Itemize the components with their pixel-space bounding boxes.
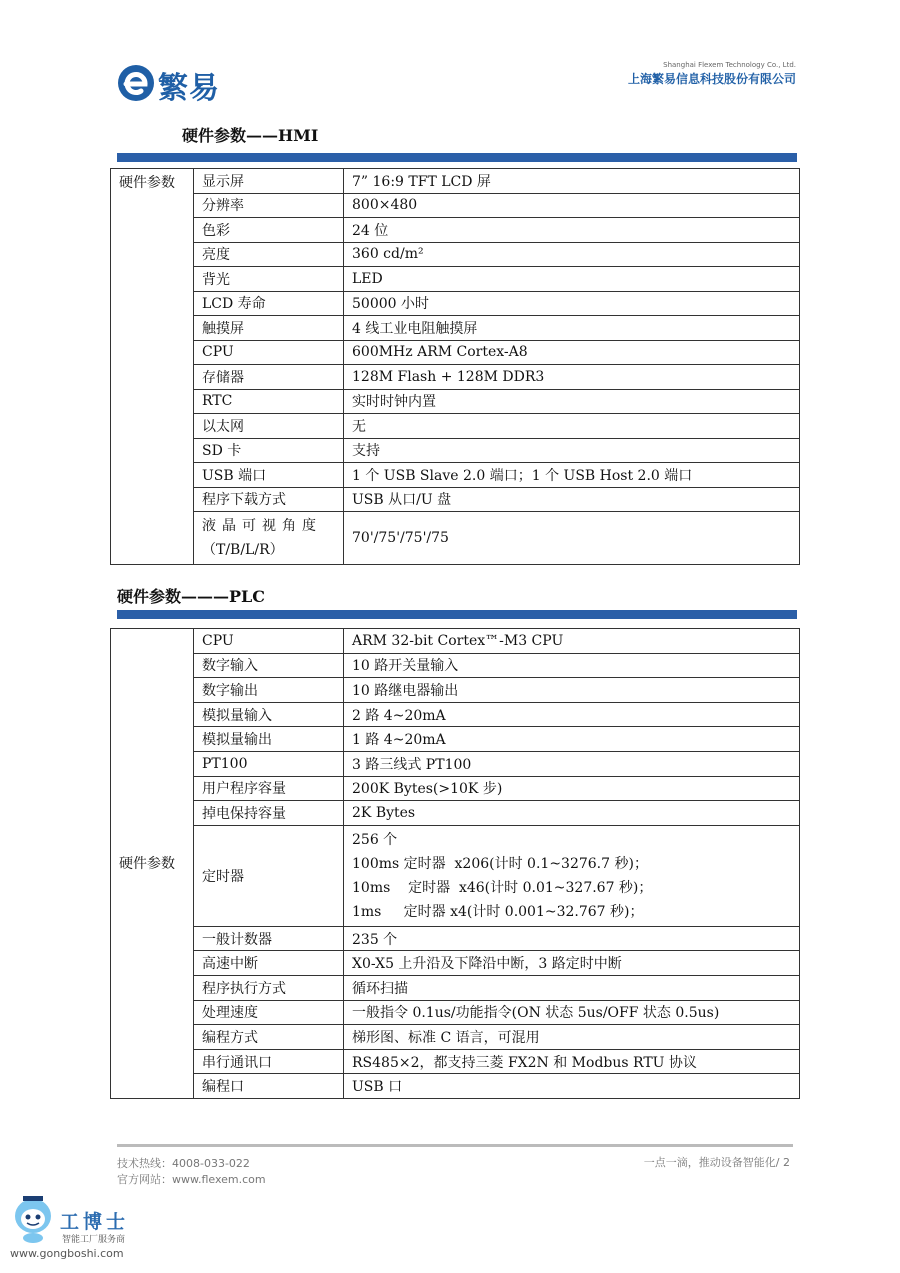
gongboshi-url: www.gongboshi.com <box>10 1247 124 1260</box>
table-row <box>111 1049 800 1074</box>
param-value: 2K Bytes <box>344 801 800 826</box>
param-name: 数字输入 <box>194 653 344 678</box>
table-row <box>111 951 800 976</box>
param-value: 200K Bytes(>10K 步) <box>344 776 800 801</box>
param-value: 235 个 <box>344 926 800 951</box>
param-name-line: 液晶可视角度 <box>202 518 322 534</box>
param-value: 实时时钟内置 <box>344 389 800 414</box>
table-row <box>111 653 800 678</box>
footer-website: 官方网站：www.flexem.com <box>117 1173 266 1186</box>
param-value: 1 个 USB Slave 2.0 端口；1 个 USB Host 2.0 端口 <box>344 463 800 488</box>
plc-spec-table <box>110 628 800 1099</box>
param-name: 用户程序容量 <box>194 776 344 801</box>
table-row <box>111 825 800 926</box>
table-row <box>111 629 800 654</box>
param-value: LED <box>344 267 800 292</box>
logo-text: 繁易 <box>158 71 220 106</box>
group-label: 硬件参数 <box>111 169 194 565</box>
timer-line: 10ms 定时器 x46(计时 0.01~327.67 秒)； <box>352 879 653 896</box>
param-name: 以太网 <box>194 414 344 439</box>
param-name: 一般计数器 <box>194 926 344 951</box>
table-row <box>111 751 800 776</box>
table-row <box>111 776 800 801</box>
hmi-section-title: 硬件参数——HMI <box>182 126 319 145</box>
hmi-section-divider <box>117 153 797 162</box>
table-row <box>111 463 800 488</box>
plc-section-divider <box>117 610 797 619</box>
table-row <box>111 169 800 194</box>
hmi-spec-table <box>110 168 800 565</box>
table-row <box>111 193 800 218</box>
table-row <box>111 702 800 727</box>
param-value: 3 路三线式 PT100 <box>344 751 800 776</box>
plc-section-title: 硬件参数———PLC <box>117 587 266 606</box>
table-row <box>111 975 800 1000</box>
param-name: 程序下载方式 <box>194 487 344 512</box>
param-name: CPU <box>194 629 344 654</box>
table-row <box>111 727 800 752</box>
table-row <box>111 926 800 951</box>
timer-line: 100ms 定时器 x206(计时 0.1~3276.7 秒)； <box>352 855 648 872</box>
company-name-en: Shanghai Flexem Technology Co., Ltd. <box>663 61 796 69</box>
param-value: 10 路继电器输出 <box>344 678 800 703</box>
param-name: 亮度 <box>194 242 344 267</box>
param-name: 数字输出 <box>194 678 344 703</box>
param-value: 24 位 <box>344 218 800 243</box>
param-value: 1 路 4~20mA <box>344 727 800 752</box>
param-name: 编程方式 <box>194 1025 344 1050</box>
table-row <box>111 365 800 390</box>
table-row <box>111 438 800 463</box>
param-value: USB 从口/U 盘 <box>344 487 800 512</box>
footer-divider <box>117 1144 793 1147</box>
table-row <box>111 1000 800 1025</box>
param-value: 4 线工业电阻触摸屏 <box>344 316 800 341</box>
table-row <box>111 291 800 316</box>
table-row <box>111 414 800 439</box>
param-value: 50000 小时 <box>344 291 800 316</box>
param-value: X0-X5 上升沿及下降沿中断，3 路定时中断 <box>344 951 800 976</box>
param-value: 支持 <box>344 438 800 463</box>
table-row <box>111 801 800 826</box>
param-value: 70'/75'/75'/75 <box>344 512 800 565</box>
param-value: 800×480 <box>344 193 800 218</box>
param-name: 显示屏 <box>194 169 344 194</box>
table-row <box>111 267 800 292</box>
table-row <box>111 1074 800 1099</box>
param-name: 背光 <box>194 267 344 292</box>
param-value: 无 <box>344 414 800 439</box>
param-value: RS485×2，都支持三菱 FX2N 和 Modbus RTU 协议 <box>344 1049 800 1074</box>
param-value: ARM 32-bit Cortex™-M3 CPU <box>344 629 800 654</box>
param-name: 掉电保持容量 <box>194 801 344 826</box>
gongboshi-subtitle: 智能工厂服务商 <box>62 1235 126 1245</box>
param-name: 触摸屏 <box>194 316 344 341</box>
param-name: 色彩 <box>194 218 344 243</box>
gongboshi-name: 工博士 <box>60 1211 130 1233</box>
table-row <box>111 487 800 512</box>
table-row <box>111 340 800 365</box>
param-name: USB 端口 <box>194 463 344 488</box>
footer-hotline: 技术热线：4008-033-022 <box>117 1157 250 1170</box>
param-name: 串行通讯口 <box>194 1049 344 1074</box>
table-row <box>111 678 800 703</box>
param-value: 10 路开关量输入 <box>344 653 800 678</box>
param-name: LCD 寿命 <box>194 291 344 316</box>
param-value: USB 口 <box>344 1074 800 1099</box>
company-name-cn: 上海繁易信息科技股份有限公司 <box>627 72 796 86</box>
param-name: SD 卡 <box>194 438 344 463</box>
param-name: CPU <box>194 340 344 365</box>
param-name: RTC <box>194 389 344 414</box>
param-value: 一般指令 0.1us/功能指令(ON 状态 5us/OFF 状态 0.5us) <box>344 1000 800 1025</box>
param-value: 梯形图、标准 C 语言，可混用 <box>344 1025 800 1050</box>
param-name: 处理速度 <box>194 1000 344 1025</box>
param-value: 600MHz ARM Cortex-A8 <box>344 340 800 365</box>
param-name-line: （T/B/L/R） <box>202 542 284 558</box>
param-name: 程序执行方式 <box>194 975 344 1000</box>
table-row <box>111 512 800 565</box>
param-name: 高速中断 <box>194 951 344 976</box>
timer-line: 1ms 定时器 x4(计时 0.001~32.767 秒)； <box>352 903 644 920</box>
flexem-logo-icon <box>117 64 155 102</box>
table-row <box>111 242 800 267</box>
table-row <box>111 389 800 414</box>
table-row <box>111 316 800 341</box>
param-name: 编程口 <box>194 1074 344 1099</box>
param-name: 存储器 <box>194 365 344 390</box>
param-value: 128M Flash + 128M DDR3 <box>344 365 800 390</box>
param-name: 模拟量输入 <box>194 702 344 727</box>
param-value: 7” 16:9 TFT LCD 屏 <box>344 169 800 194</box>
timer-line: 256 个 <box>352 831 398 848</box>
param-name: 定时器 <box>194 825 344 926</box>
param-name: 模拟量输出 <box>194 727 344 752</box>
group-label: 硬件参数 <box>111 629 194 1099</box>
param-value: 2 路 4~20mA <box>344 702 800 727</box>
param-value: 360 cd/m² <box>344 242 800 267</box>
param-name <box>194 512 344 565</box>
param-name: PT100 <box>194 751 344 776</box>
table-row <box>111 1025 800 1050</box>
table-row <box>111 218 800 243</box>
param-value: 循环扫描 <box>344 975 800 1000</box>
footer-slogan: 一点一滴，推动设备智能化/ 2 <box>643 1156 790 1169</box>
gongboshi-mascot-icon <box>10 1192 56 1244</box>
param-name: 分辨率 <box>194 193 344 218</box>
param-value <box>344 825 800 926</box>
